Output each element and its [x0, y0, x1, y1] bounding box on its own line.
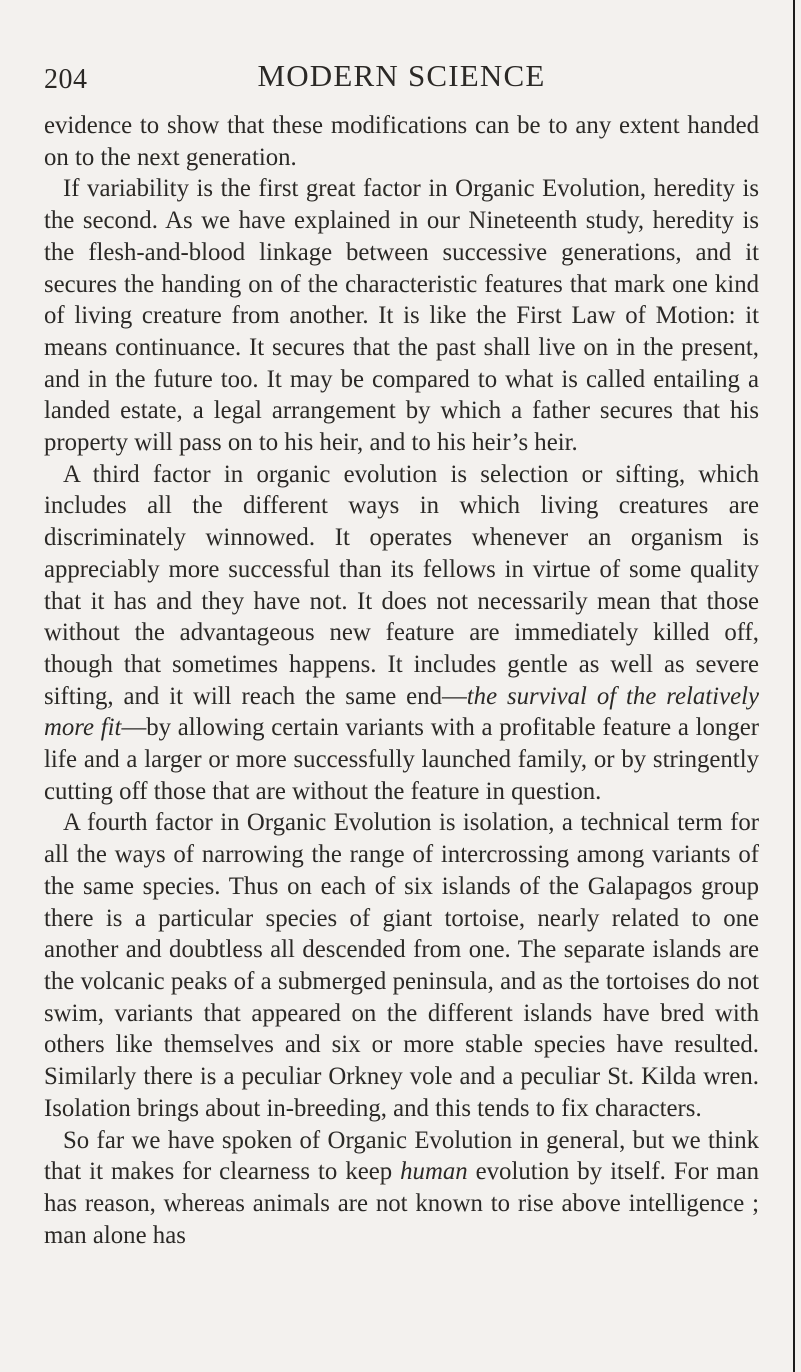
running-title: MODERN SCIENCE: [257, 58, 546, 93]
italic-phrase: the survival of the relatively more fit: [44, 682, 759, 742]
italic-word: human: [400, 1158, 468, 1186]
paragraph-text: If variability is the first great factor in Organic Evolution, heredity is the second. As we have explained in our Nineteenth study, heredity is the flesh-and-blood linkage between successive generations, and it secures the handing on of the characteristic features that mark one kind of living creature from another. It is like the First Law of Motion: it means continuance. It secures that the past shall live on in the present, and in the future too. It may be compared to what is called entailing a landed estate, a legal arrangement by which a father secures that his property will pass on to his heir, and to his heir’s heir.: [44, 175, 759, 457]
paragraph-3: [44, 459, 759, 808]
page-number: 204: [44, 64, 88, 95]
paragraph-4: [44, 807, 759, 1124]
paragraph-text: A fourth factor in Organic Evolution is isolation, a technical term for all the ways of narrowing the range of intercrossing among variants of the same species. Thus on each of six islands of the Galapagos group there is a particular species of giant tortoise, nearly related to one another and doubtless all descended from one. The separate islands are the volcanic peaks of a submerged peninsula, and as the tortoises do not swim, variants that appeared on the different islands have bred with others like themselves and six or more stable species have resulted. Similarly there is a peculiar Orkney vole and a peculiar St. Kilda wren. Isolation brings about in-breeding, and this tends to fix characters.: [44, 809, 759, 1122]
running-head: [44, 58, 759, 98]
paragraph-1: [44, 110, 759, 173]
page-edge-line: [793, 0, 795, 1372]
paragraph-text: A third factor in organic evolution is selection or sifting, which includes all the different ways in which living creatures are discriminately winnowed. It operates whenever an organism is appreciably more successful than its fellows in virtue of some quality that it has and they have not. It does not necessarily mean that those without the advantageous new feature are immediately killed off, though that sometimes happens. It includes gentle as well as severe sifting, and it will reach the same end—: [44, 460, 759, 710]
paragraph-text: So far we have spoken of Organic Evolution in general, but we think that it makes for clearness to keep: [44, 1126, 759, 1186]
paragraph-text: evidence to show that these modifications can be to any extent handed on to the next generation.: [44, 112, 759, 171]
body-text: [44, 110, 759, 1251]
paragraph-2: [44, 173, 759, 458]
paragraph-text: evolution by itself. For man has reason, whereas animals are not known to rise above intelligence ; man alone has: [44, 1158, 759, 1249]
paragraph-5: [44, 1125, 759, 1252]
paragraph-text: —by allowing certain variants with a profitable feature a longer life and a larger or more successfully launched family, or by stringently cutting off those that are without the feature in question.: [44, 714, 759, 805]
